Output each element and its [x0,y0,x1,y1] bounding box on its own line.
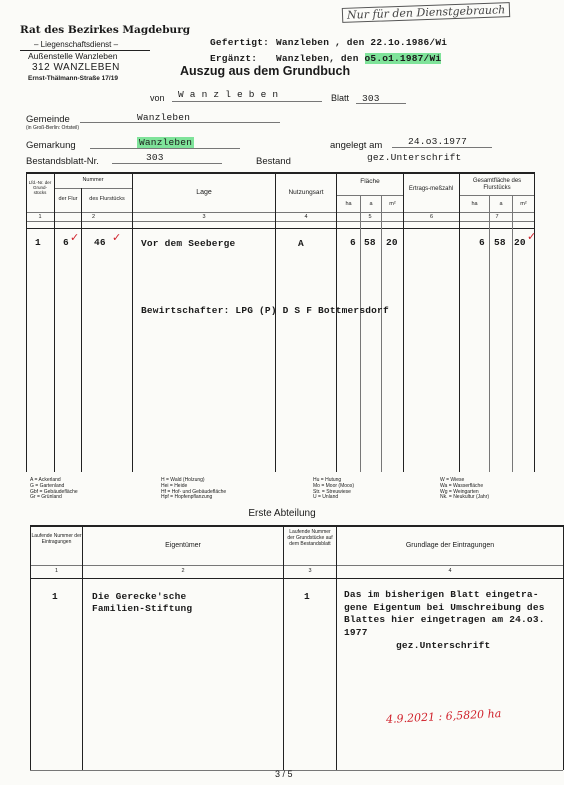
abt-grundstueck-nr: 1 [304,591,310,602]
legend-col-1: A = Ackerland G = Gartenland Gbf = Gebäudefläche Gr = Grünland [30,477,78,501]
abt-header-eigentuemer: Eigentümer [165,542,201,549]
gemeinde-note: (in Groß-Berlin: Ortsteil) [26,125,80,131]
row-nutzung: A [298,238,304,249]
header-gesamt-m2: m² [520,201,527,207]
grundlage-text: Das im bisherigen Blatt eingetra- gene Eigentum bei Umschreibung des Blattes hier eingetragen am 24.o3. 1977 [344,589,545,638]
header-a: a [369,201,373,207]
restricted-use-stamp: Nur für den Dienstgebrauch [342,2,511,23]
ergaenzt-date-highlight: o5.o1.1987/Wi [364,53,442,64]
header-flaeche: Fläche [360,178,380,185]
header-gesamt-ha: ha [471,201,478,207]
erste-abteilung-title: Erste Abteilung [248,508,316,519]
flurstueck-checkmark-icon: ✓ [112,232,122,244]
abt-header-grundlage: Grundlage der Eintragungen [405,542,495,549]
angelegt-value: 24.o3.1977 [408,136,468,147]
bestand-label: Bestand [256,156,291,167]
office-department: – Liegenschaftsdienst – [34,40,119,49]
gemarkung-label: Gemarkung [26,140,76,151]
gemeinde-label: Gemeinde [26,114,70,125]
row-flur: 6 [63,237,69,248]
header-nummer: Nummer [82,177,104,183]
row-lfd: 1 [35,237,41,248]
angelegt-signature: gez.Unterschrift [367,152,462,163]
colnum-2: 2 [91,214,96,220]
legend-col-2: H = Wald (Holzung) Hei = Heide Hf = Hof- und Gebäudefläche Hpf = Hopfenpflanzung [161,477,227,501]
legend-col-4: W = Wiese Wa = Wasserfläche Wg = Weingarten Nk. = Neukultur (Jahr) [440,477,490,501]
row-m2: 20 [386,237,398,248]
office-branch: Außenstelle Wanzleben [28,51,118,61]
abt-colnum-3: 3 [308,568,312,574]
colnum-3: 3 [202,214,206,220]
colnum-6: 6 [429,214,434,220]
abt-colnum-1: 1 [54,568,59,574]
ergaenzt-label: Ergänzt: [210,53,258,64]
header-ha: ha [345,201,352,207]
owner-line-1: Die Gerecke'sche [92,591,187,602]
row-flurstueck: 46 [94,237,106,248]
row-a: 58 [364,237,376,248]
header-flurstueck: des Flurstücks [89,196,125,202]
colnum-1: 1 [38,214,42,220]
header-flur: der Flur [58,196,78,202]
grundlage-signature: gez.Unterschrift [396,640,491,651]
abt-header-lfd: Laufende Nummer der Eintragungen [31,533,82,545]
gefertigt-label: Gefertigt: [210,37,270,48]
row-gesamt-ha: 6 [479,237,485,248]
bestandsblatt-value: 303 [146,152,164,163]
flur-checkmark-icon: ✓ [70,232,80,244]
angelegt-label: angelegt am [330,140,383,151]
bewirtschafter: Bewirtschafter: LPG (P) D S F Bottmersdorf [141,305,389,316]
blatt-label: Blatt [331,93,350,103]
abt-colnum-2: 2 [181,568,185,574]
colnum-7: 7 [495,214,499,220]
document-title: Auszug aus dem Grundbuch [180,64,351,78]
von-label: von [150,93,165,103]
office-name: Rat des Bezirkes Magdeburg [20,24,191,36]
gemarkung-value: Wanzleben [139,137,193,148]
handwritten-area-note: 4.9.2021 : 6,5820 ha [385,706,502,727]
header-lfd: Lfd.-Nr. der Grund-stücks [28,180,52,195]
ergaenzt-value: Wanzleben, den o5.o1.1987/Wi [276,53,442,64]
abt-header-grundstueck: Laufende Nummer der Grundstücke auf dem Bestandsblatt [287,529,333,547]
header-nutzungsart: Nutzungsart [288,189,324,196]
row-ha: 6 [350,237,356,248]
office-city: 312 WANZLEBEN [32,62,120,73]
owner-line-2: Familien-Stiftung [92,603,193,614]
office-street: Ernst-Thälmann-Straße 17/19 [28,75,118,82]
row-gesamt-m2: 20 [514,237,526,248]
gesamt-checkmark-icon: ✓ [527,231,537,243]
header-m2: m² [389,201,396,207]
row-gesamt-a: 58 [494,237,506,248]
header-gesamt-a: a [499,201,503,207]
von-value: W a n z l e b e n [178,89,279,100]
colnum-5: 5 [368,214,372,220]
abt-row-nr: 1 [52,591,58,602]
bestandsblatt-label: Bestandsblatt-Nr. [26,156,99,167]
blatt-value: 303 [362,93,380,104]
gemeinde-value: Wanzleben [137,112,191,123]
header-gesamtflaeche: Gesamtfläche des Flurstücks [472,178,522,191]
page-number: 3 / 5 [275,769,293,779]
row-lage: Vor dem Seeberge [141,238,236,249]
header-ertrag: Ertrags-meßzahl [408,186,454,192]
header-lage: Lage [196,189,212,196]
gefertigt-value: Wanzleben , den 22.1o.1986/Wi [276,37,448,48]
legend-col-3: Hu = Hutung Mo = Moor (Moos) Str. = Streuwiese U = Unland [313,477,354,501]
colnum-4: 4 [304,214,308,220]
abt-colnum-4: 4 [448,568,452,574]
